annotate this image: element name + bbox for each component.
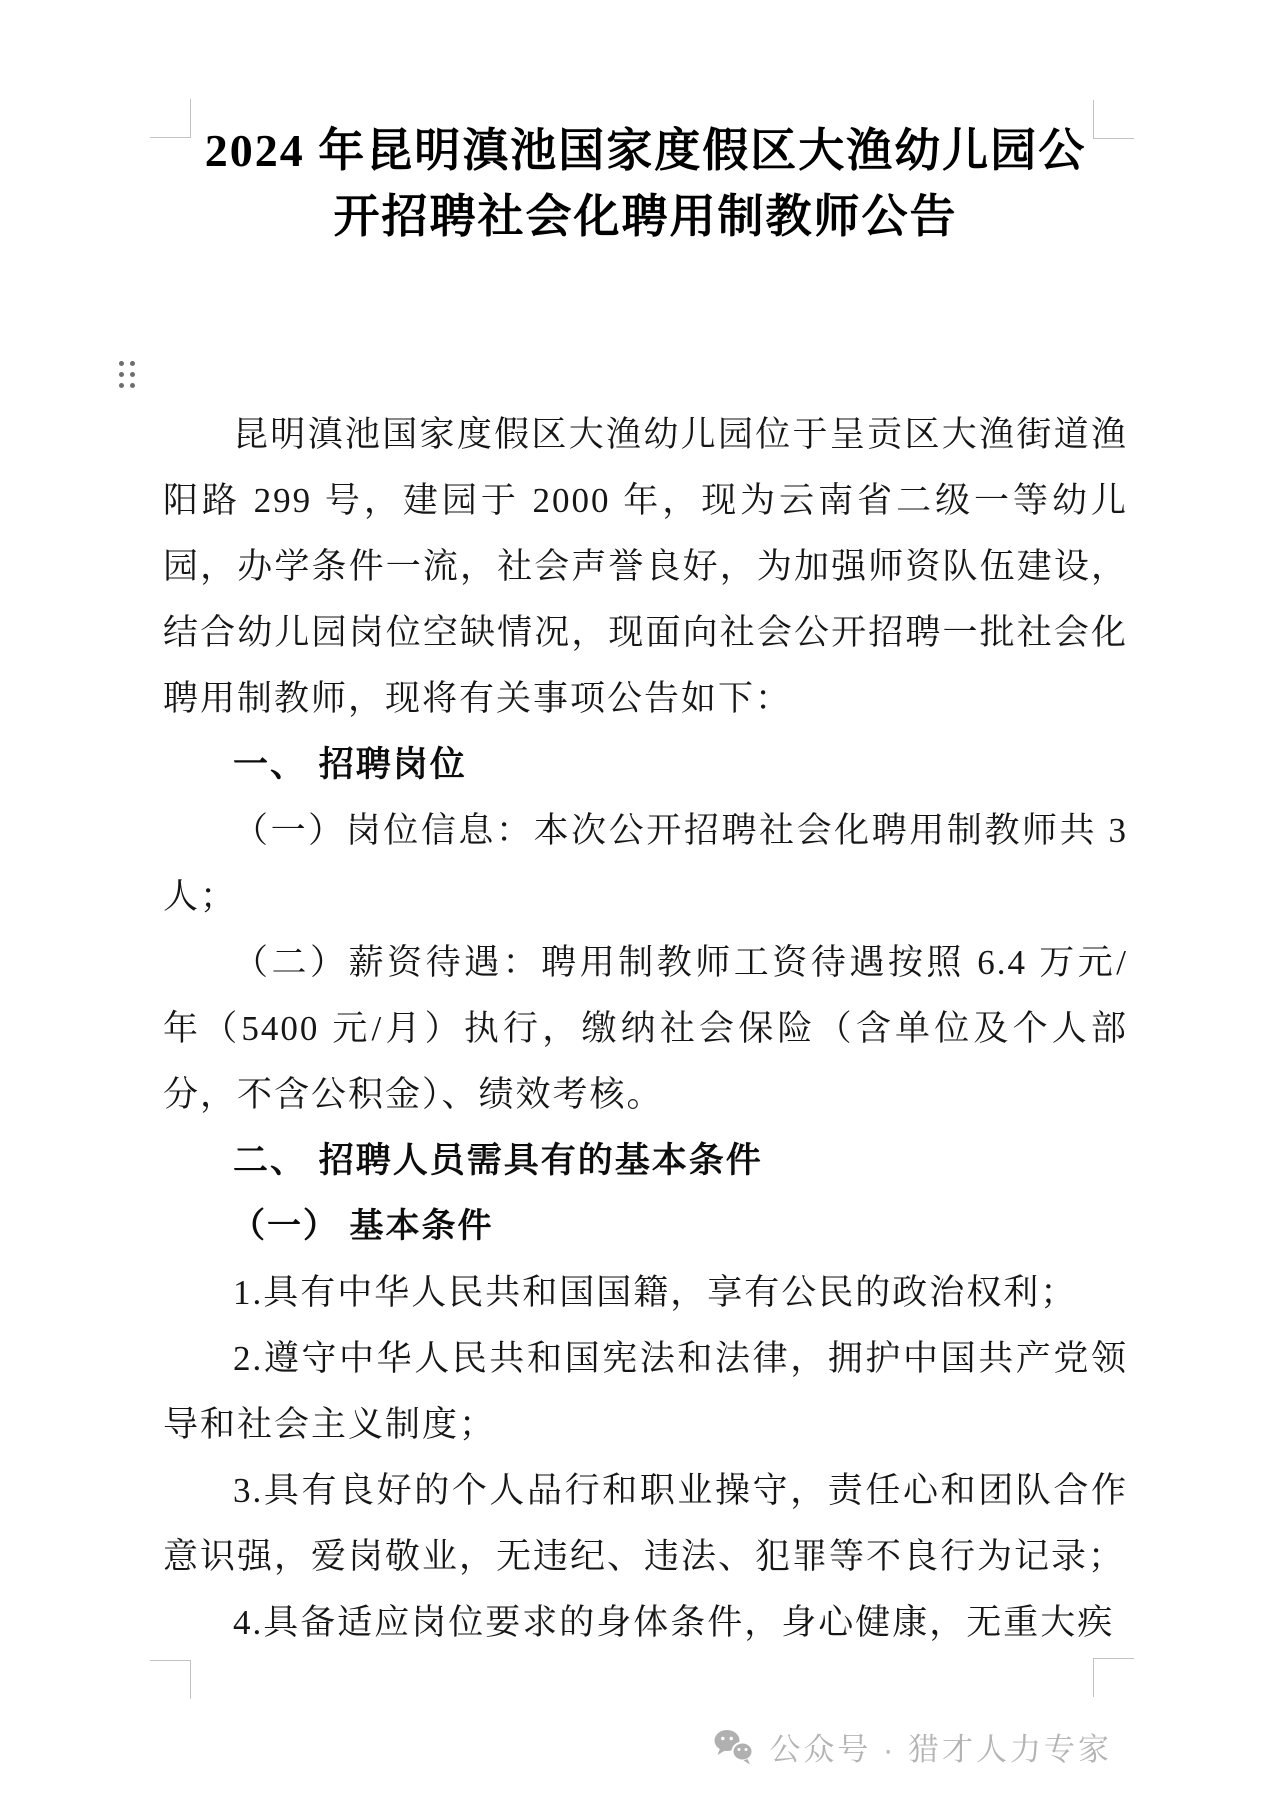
page-title-line-2: 开招聘社会化聘用制教师公告 (333, 191, 958, 242)
section2-heading: 二、 招聘人员需具有的基本条件 (233, 1141, 763, 1180)
basic-condition-3: 3.具有良好的个人品行和职业操守，责任心和团队合作意识强，爱岗敬业，无违纪、违法、犯罪等不良行为记录； (163, 1471, 1128, 1576)
document-content (163, 0, 1128, 1656)
watermark-text: 公众号 · 猎才人力专家 (769, 1732, 1112, 1767)
watermark (713, 1724, 1112, 1769)
wechat-icon (713, 1729, 755, 1765)
drag-handle-icon[interactable] (119, 361, 135, 388)
intro-paragraph: 昆明滇池国家度假区大渔幼儿园位于呈贡区大渔街道渔阳路 299 号，建园于 2000 年，现为云南省二级一等幼儿园，办学条件一流，社会声誉良好，为加强师资队伍建设，结合幼儿园岗位空缺情况，现面向社会公开招聘一批社会化聘用制教师，现将有关事项公告如下： (163, 415, 1128, 718)
page-title-line-1: 2024 年昆明滇池国家度假区大渔幼儿园公 (204, 125, 1087, 176)
section2-subheading: （一） 基本条件 (231, 1208, 494, 1245)
section1-heading: 一、 招聘岗位 (233, 745, 467, 784)
basic-condition-4: 4.具备适应岗位要求的身体条件，身心健康，无重大疾 (233, 1603, 1115, 1642)
corner-mark-bottom-right (1093, 1658, 1134, 1697)
basic-condition-1: 1.具有中华人民共和国国籍，享有公民的政治权利； (233, 1273, 1078, 1312)
section1-item-position-info: （一）岗位信息：本次公开招聘社会化聘用制教师共 3 人； (163, 811, 1128, 916)
basic-condition-2: 2.遵守中华人民共和国宪法和法律，拥护中国共产党领导和社会主义制度； (163, 1339, 1128, 1444)
section1-item-salary: （二）薪资待遇：聘用制教师工资待遇按照 6.4 万元/年（5400 元/月）执行，缴纳社会保险（含单位及个人部分，不含公积金）、绩效考核。 (163, 943, 1128, 1114)
corner-mark-bottom-left (150, 1660, 191, 1699)
page-title (163, 118, 1128, 250)
